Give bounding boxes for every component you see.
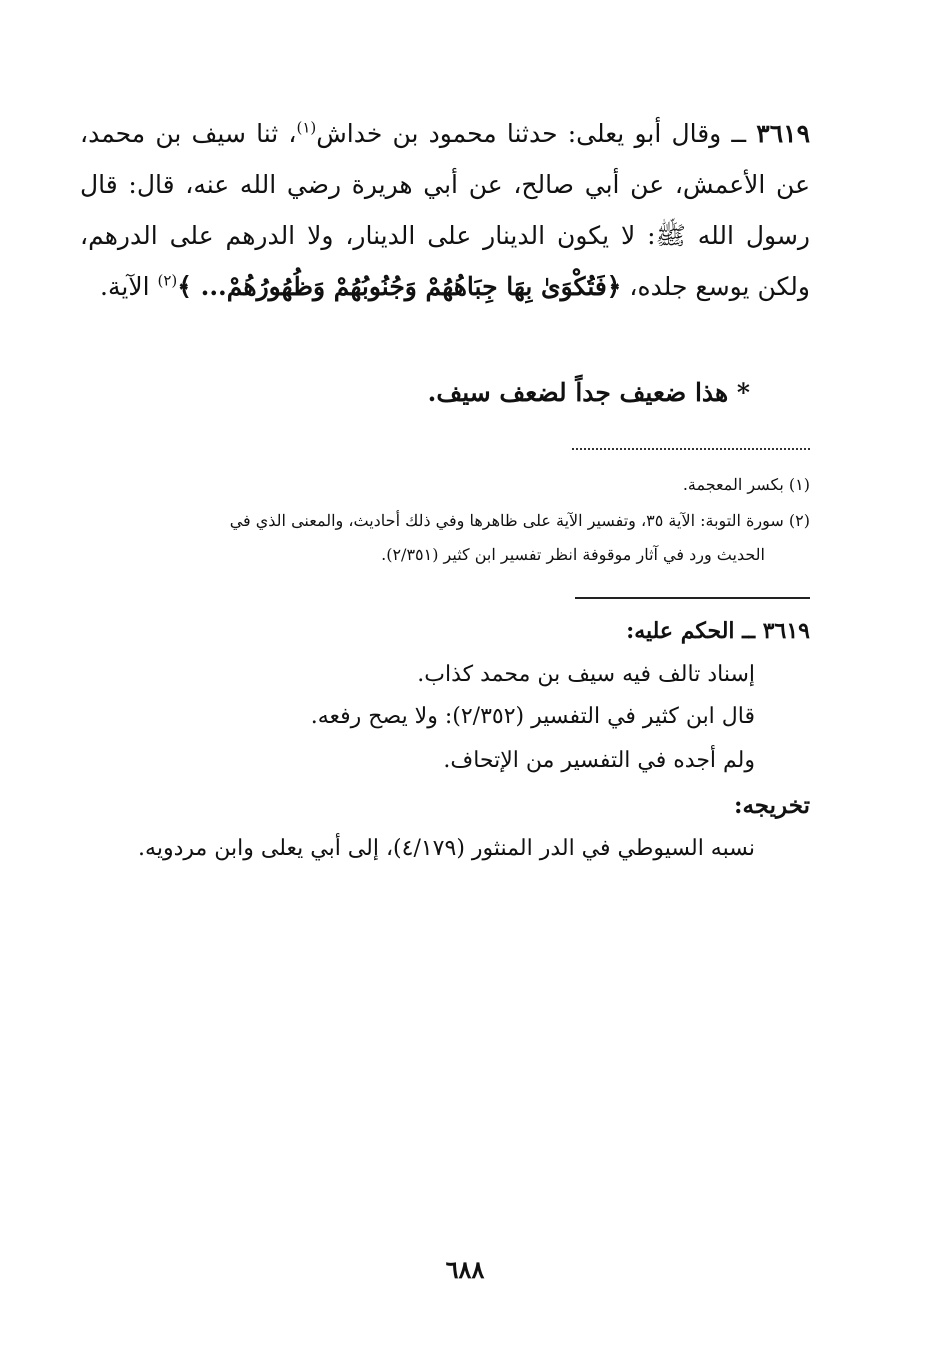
hukm-heading: ٣٦١٩ ــ الحكم عليه: [626,618,810,644]
footnote-2: (٢) سورة التوبة: الآية ٣٥، وتفسير الآية على ظاهرها وفي ذلك أحاديث، والمعنى الذي في [229,511,810,530]
footnote-separator-dotted [572,448,810,452]
footnote-ref-2[interactable]: (٢) [157,271,178,290]
hukm-line-3: ولم أجده في التفسير من الإتحاف. [443,748,755,773]
takhrij-line-1: نسبه السيوطي في الدر المنثور (٤/١٧٩)، إلى أبي يعلى وابن مردويه. [138,836,755,861]
hadith-text-b: ، ثنا سيف بن محمد، عن الأعمش، عن أبي صالح، عن أبي هريرة رضي الله عنه، قال: قال رسول الله ﷺ: لا يكون الدينار على الدينار، ولا الدرهم على الدرهم، ولكن يوسع جلده، [80,119,810,301]
hukm-line-2: قال ابن كثير في التفسير (٢/٣٥٢): ولا يصح رفعه. [310,704,755,729]
hadith-number: ٣٦١٩ [756,119,810,148]
footnote-1: (١) بكسر المعجمة. [682,475,810,494]
quran-verse: ﴿فَتُكْوَىٰ بِهَا جِبَاهُهُمْ وَجُنُوبُهُمْ وَظُهُورُهُمْ... ﴾ [177,272,622,301]
verdict-line: * هذا ضعيف جداً لضعف سيف. [427,378,750,407]
footnote-ref-1[interactable]: (١) [296,118,317,137]
takhrij-heading: تخريجه: [733,792,810,819]
hukm-line-1: إسناد تالف فيه سيف بن محمد كذاب. [417,662,755,687]
hadith-paragraph [80,108,810,312]
hadith-text-c: الآية. [100,272,150,301]
page-number: ٦٨٨ [445,1255,485,1284]
footnote-2-continuation: الحديث ورد في آثار موقوفة انظر تفسير ابن كثير (٢/٣٥١). [381,545,765,564]
hadith-text-a: ــ وقال أبو يعلى: حدثنا محمود بن خداش [316,119,747,148]
section-divider [575,597,810,599]
